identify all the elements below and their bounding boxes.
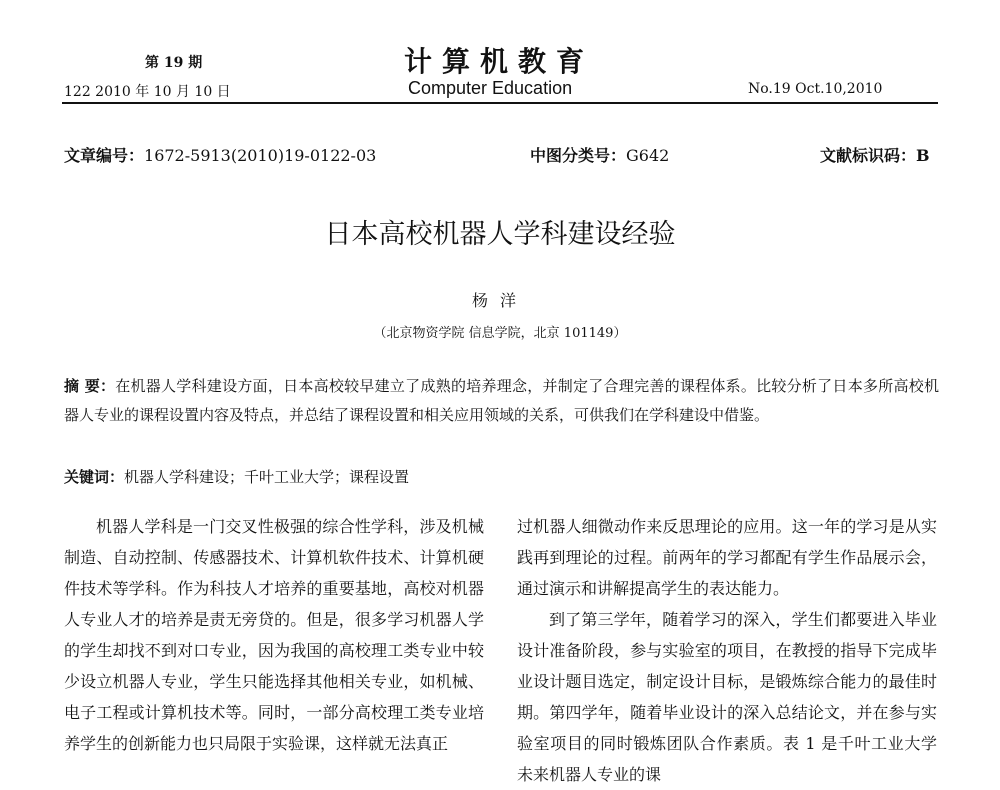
journal-title-cn: 计算机教育: [404, 45, 595, 78]
issue-number: 第 19 期: [145, 55, 203, 71]
document-code: [820, 143, 930, 166]
abstract-text: 在机器人学科建设方面，日本高校较早建立了成熟的培养理念，并制定了合理完善的课程体系。比较分析了日本多所高校机器人专业的课程设置内容及特点，并总结了课程设置和相关应用领域的关系，可供我们在学科建设中借鉴。: [64, 377, 939, 424]
keywords: [64, 466, 409, 487]
header-rule: [62, 102, 938, 104]
clc-value: G642: [626, 146, 670, 165]
author-name: 杨洋: [471, 291, 528, 310]
body-column-right: [517, 511, 937, 790]
keywords-label: 关键词：: [64, 468, 125, 486]
document-code-value: B: [916, 146, 930, 165]
body-column-left: [64, 511, 484, 759]
body-paragraph: 过机器人细微动作来反思理论的应用。这一年的学习是从实践再到理论的过程。前两年的学习都配有学生作品展示会，通过演示和讲解提高学生的表达能力。: [517, 517, 937, 598]
body-paragraph: 到了第三学年，随着学习的深入，学生们都要进入毕业设计准备阶段，参与实验室的项目，在教授的指导下完成毕业设计题目选定，制定设计目标，是锻炼综合能力的最佳时期。第四学年，随着毕业设计的深入总结论文，并在参与实验室项目的同时锻炼团队合作素质。表 1 是千叶工业大学未来机器人专业的课: [517, 610, 937, 784]
page-date-line: 122 2010 年 10 月 10 日: [64, 84, 231, 100]
keywords-text: 机器人学科建设；千叶工业大学；课程设置: [124, 468, 410, 486]
article-number-value: 1672-5913(2010)19-0122-03: [144, 146, 377, 165]
paper-title: 日本高校机器人学科建设经验: [324, 219, 676, 250]
abstract: [64, 372, 939, 430]
document-code-label: 文献标识码：: [820, 146, 917, 165]
journal-title-en: Computer Education: [408, 78, 573, 98]
body-paragraph: 机器人学科是一门交叉性极强的综合性学科，涉及机械制造、自动控制、传感器技术、计算机软件技术、计算机硬件技术等学科。作为科技人才培养的重要基地，高校对机器人专业人才的培养是责无旁贷的。但是，很多学习机器人学的学生却找不到对口专业，因为我国的高校理工类专业中较少设立机器人专业，学生只能选择其他相关专业，如机械、电子工程或计算机技术等。同时，一部分高校理工类专业培养学生的创新能力也只局限于实验课，这样就无法真正: [64, 517, 484, 753]
article-number: [64, 143, 376, 166]
article-number-label: 文章编号：: [64, 146, 145, 165]
author-affiliation: （北京物资学院 信息学院，北京 101149）: [373, 326, 627, 341]
issue-number-en: No.19 Oct.10,2010: [748, 81, 883, 97]
clc-label: 中图分类号：: [530, 146, 627, 165]
abstract-label: 摘 要：: [64, 377, 116, 395]
clc-number: [530, 143, 669, 166]
